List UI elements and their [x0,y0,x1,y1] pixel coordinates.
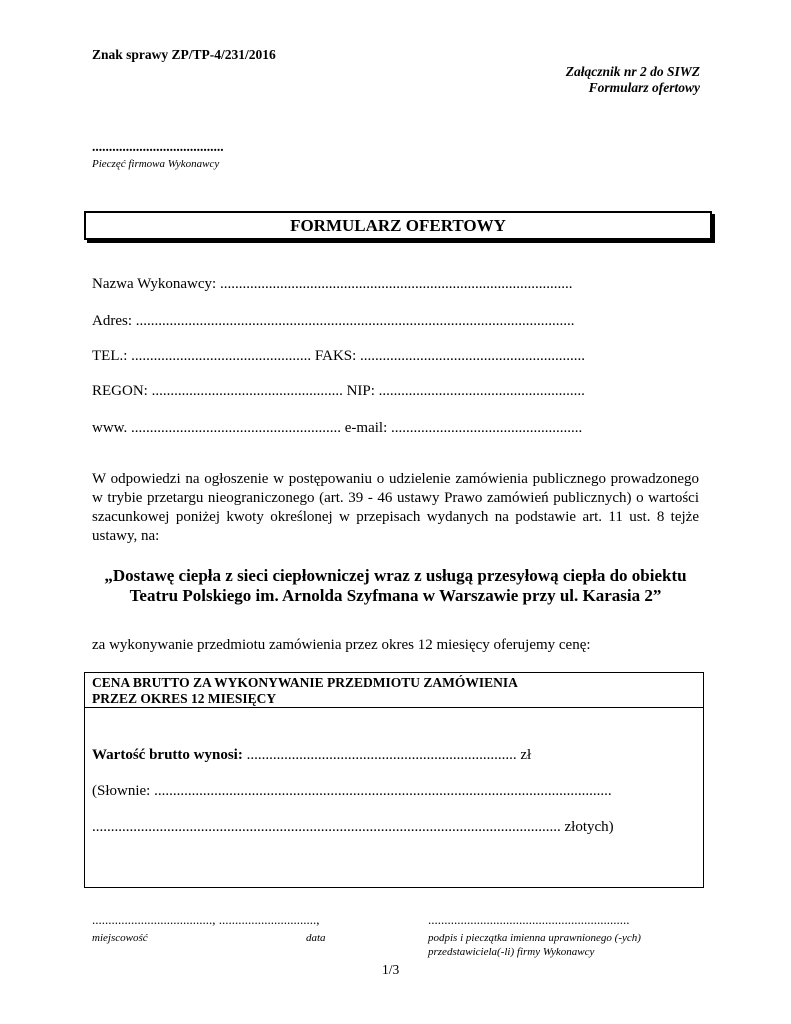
order-subject-line-1: „Dostawę ciepła z sieci ciepłowniczej wraz z usługą przesyłową ciepła do obiektu [104,566,687,585]
case-number: Znak sprawy ZP/TP-4/231/2016 [92,47,276,62]
offer-intro: za wykonywanie przedmiotu zamówienia przez okres 12 miesięcy oferujemy cenę: [92,637,591,653]
intro-paragraph: W odpowiedzi na ogłoszenie w postępowaniu o udzielenie zamówienia publicznego prowadzonego w trybie przetargu nieograniczonego (art. 39 - 46 ustawy Prawo zamówień publicznych) o wartości szacunkowej poniżej kwoty określonej w przepisach wydanych na podstawie art. 11 ust. 8 tejże ustawy, na: [92,471,699,544]
attachment-label: Załącznik nr 2 do SIWZ [565,64,700,79]
order-subject-line-2: Teatru Polskiego im. Arnolda Szyfmana w Warszawie przy ul. Karasia 2” [129,586,662,605]
price-box [84,672,704,888]
tel-fax-field[interactable]: TEL.: ................................................ FAKS: ............................................................ [92,348,586,364]
date-label: data [306,932,326,944]
www-email-field[interactable]: www. ........................................................ e-mail: ................................................... [92,420,583,436]
signature-dots[interactable]: .............................................................. [428,912,630,927]
price-heading-2: PRZEZ OKRES 12 MIESIĘCY [92,691,277,706]
place-label: miejscowość [92,932,148,944]
gross-value-label: Wartość brutto wynosi: [92,747,243,763]
stamp-label: Pieczęć firmowa Wykonawcy [92,158,220,170]
address-field[interactable]: Adres: ..................................................................................................................... [92,313,575,329]
title-box [84,211,712,240]
price-box-divider [85,707,703,708]
gross-value-field[interactable] [92,747,531,764]
amount-in-words-field[interactable]: (Słownie: .......................................................................................................................... [92,783,612,799]
stamp-dots: ....................................... [92,139,224,154]
form-name-label: Formularz ofertowy [588,80,700,95]
signature-label-2: przedstawiciela(-li) firmy Wykonawcy [428,946,595,958]
contractor-name-field[interactable]: Nazwa Wykonawcy: .............................................................................................. [92,276,573,292]
order-subject [92,566,699,606]
place-date-dots[interactable]: ....................................., .............................., [92,912,320,927]
amount-in-words-field-2[interactable]: ............................................................................................................................. złotych) [92,819,614,835]
price-heading-1: CENA BRUTTO ZA WYKONYWANIE PRZEDMIOTU ZAMÓWIENIA [92,675,518,690]
signature-label-1: podpis i pieczątka imienna uprawnionego (-ych) [428,932,641,944]
regon-nip-field[interactable]: REGON: ................................................... NIP: ....................................................... [92,383,585,399]
page-title: FORMULARZ OFERTOWY [290,215,506,235]
page-number: 1/3 [382,962,400,977]
gross-value-dots: ........................................................................ zł [242,747,532,763]
